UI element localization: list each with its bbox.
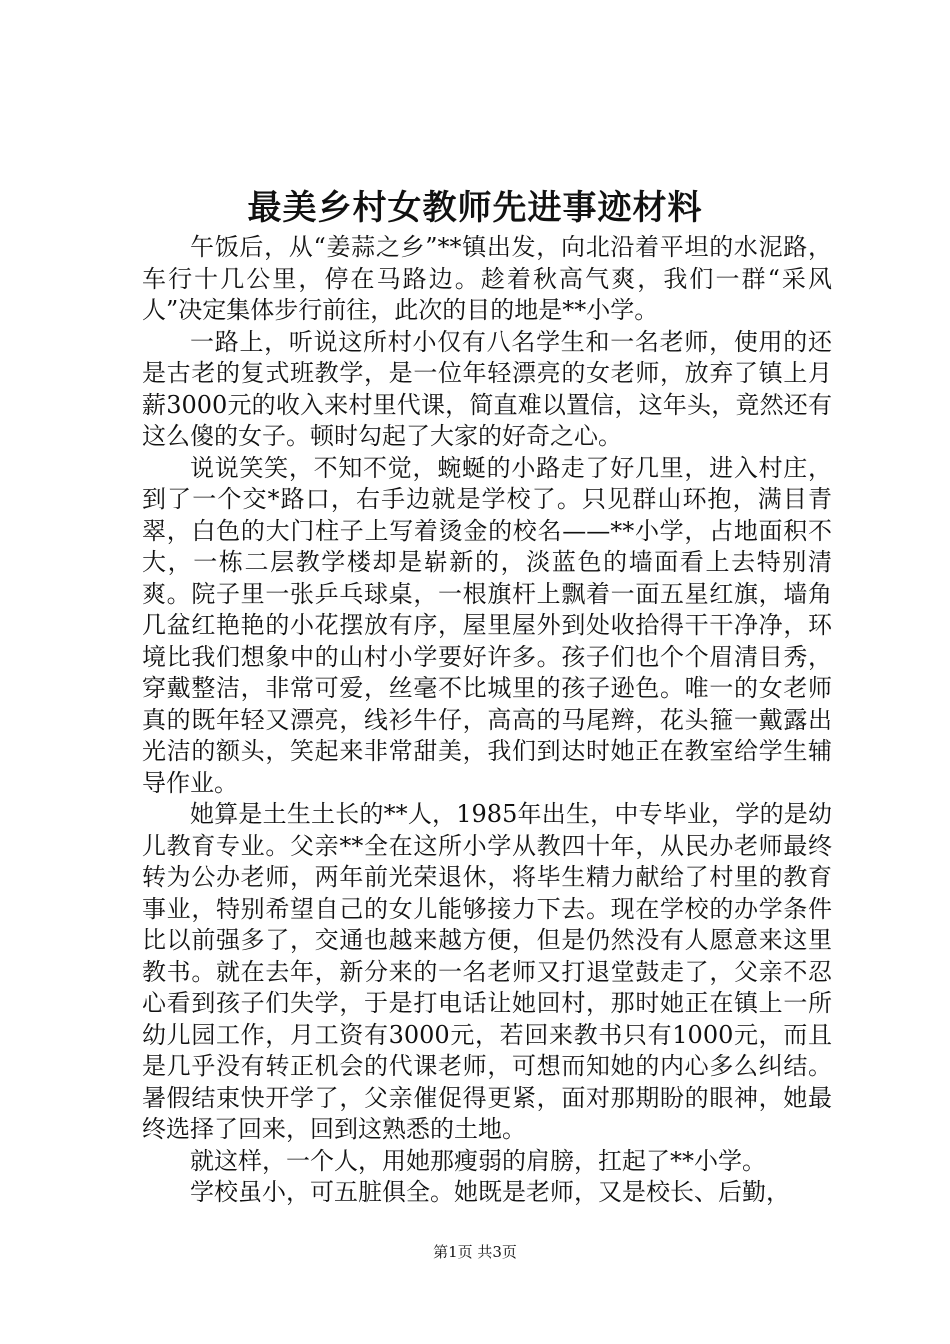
page-footer: 第1页 共3页 [433, 1243, 517, 1261]
paragraph-1: 午饭后，从“姜蒜之乡”**镇出发，向北沿着平坦的水泥路，车行十几公里，停在马路边。趁着秋高气爽，我们一群“采风人”决定集体步行前往，此次的目的地是**小学。 [142, 233, 832, 324]
paragraph-4: 她算是土生土长的**人，1985年出生，中专毕业，学的是幼儿教育专业。父亲**全在这所小学从教四十年，从民办老师最终转为公办老师，两年前光荣退休，将毕生精力献给了村里的教育事业，特别希望自己的女儿能够接力下去。现在学校的办学条件比以前强多了，交通也越来越方便，但是仍然没有人愿意来这里教书。就在去年，新分来的一名老师又打退堂鼓走了，父亲不忍心看到孩子们失学，于是打电话让她回村，那时她正在镇上一所幼儿园工作，月工资有3000元，若回来教书只有1000元，而且是几乎没有转正机会的代课老师，可想而知她的内心多么纠结。暑假结束快开学了，父亲催促得更紧，面对那期盼的眼神，她最终选择了回来，回到这熟悉的土地。 [142, 800, 832, 1143]
paragraph-5: 就这样，一个人，用她那瘦弱的肩膀，扛起了**小学。 [190, 1146, 766, 1175]
paragraph-6: 学校虽小，可五脏俱全。她既是老师，又是校长、后勤， [190, 1178, 790, 1206]
paragraph-3: 说说笑笑，不知不觉，蜿蜒的小路走了好几里，进入村庄，到了一个交*路口，右手边就是学校了。只见群山环抱，满目青翠，白色的大门柱子上写着烫金的校名——**小学，占地面积不大，一栋二层教学楼却是崭新的，淡蓝色的墙面看上去特别清爽。院子里一张乒乓球桌，一根旗杆上飘着一面五星红旗，墙角几盆红艳艳的小花摆放有序，屋里屋外到处收拾得干干净净，环境比我们想象中的山村小学要好许多。孩子们也个个眉清目秀，穿戴整洁，非常可爱，丝毫不比城里的孩子逊色。唯一的女老师真的既年轻又漂亮，线衫牛仔，高高的马尾辫，花头箍一戴露出光洁的额头，笑起来非常甜美，我们到达时她正在教室给学生辅导作业。 [142, 453, 832, 797]
document-body [142, 232, 832, 1209]
paragraph-2: 一路上，听说这所村小仅有八名学生和一名老师，使用的还是古老的复式班教学，是一位年轻漂亮的女老师，放弃了镇上月薪3000元的收入来村里代课，简直难以置信，这年头，竟然还有这么傻的女子。顿时勾起了大家的好奇之心。 [142, 327, 832, 450]
document-title: 最美乡村女教师先进事迹材料 [247, 188, 703, 228]
